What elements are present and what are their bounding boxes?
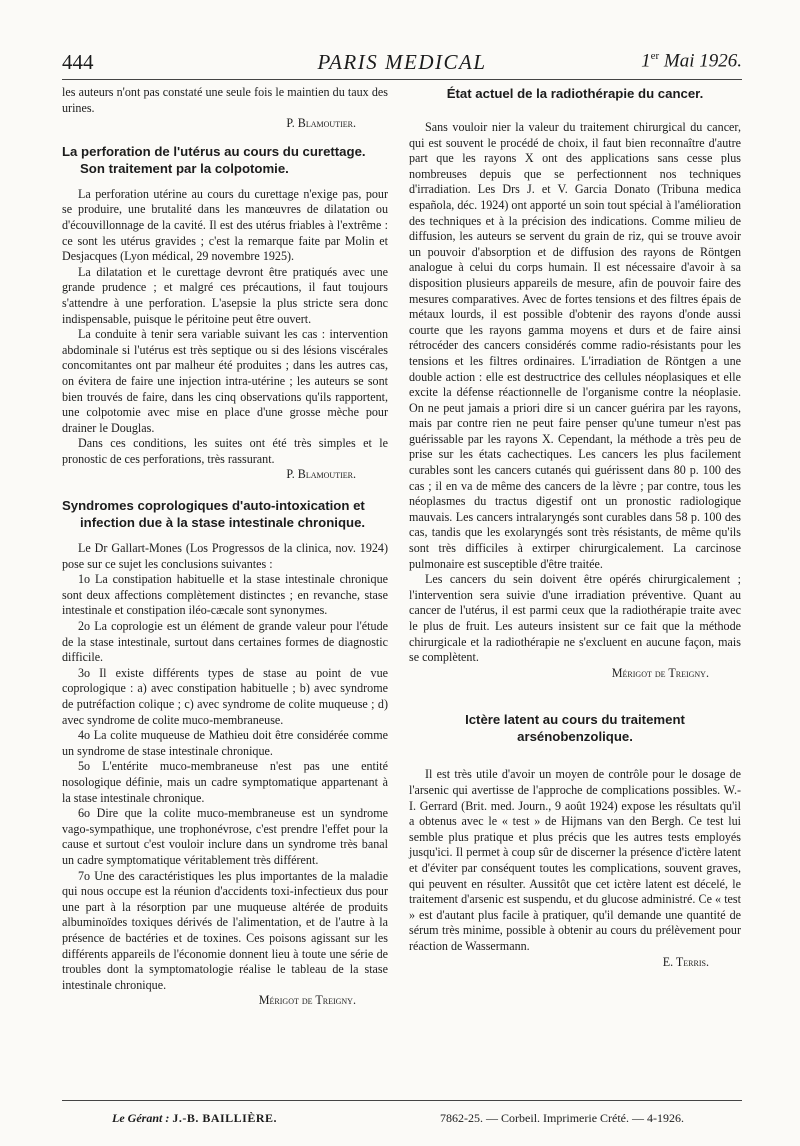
section-title-syndromes: Syndromes coprologiques d'auto-intoxication et infection due à la stase intestinale chronique. xyxy=(62,498,366,531)
section-title-radiotherapie: État actuel de la radiothérapie du cancer. xyxy=(446,86,704,101)
header-rule xyxy=(62,79,742,80)
paragraph: 6o Dire que la colite muco-membraneuse est un syndrome vago-sympathique, une trophonévrose, c'est prendre l'effet pour la cause et surtout c'est vouloir inclure dans un syndrome très banal un cadre symptomatique véritablement très différent. xyxy=(62,806,388,867)
paragraph: Sans vouloir nier la valeur du traitement chirurgical du cancer, qui est souvent le procédé de choix, il faut bien reconnaître d'autre part que les rayons X ont des applications sans cesse plus nombreuses depuis que se perfectionnent nos techniques d'irradiation. Les Drs J. et V. Garcia Donato (Tribuna medica española, déc. 1924) ont apporté un soin tout spécial à l'amélioration des techniques et à la précision des indications. Comme milieu de diffusion, les auteurs se servent du grain de riz, qui se trouve avoir un pouvoir d'absorption et de diffusion des rayons de Röntgen analogue à celui du corps humain. Il est nécessaire d'avoir à sa disposition plusieurs appareils de mesure, afin de pouvoir faire des mesures comparatives. Avec de fortes tensions et des filtres épais de métaux lourds, il est possible d'obtenir des rayons d'onde aussi courte que les rayons gamma moyens et durs et de faire ainsi rétrocéder des cancers considérés comme radio-résistants pour les tensions et les filtres ordinaires. L'irradiation de Röntgen a une double action : elle est destructrice des cellules néoplasiques et elle excite la défense réactionnelle de l'organisme contre la néoplasie. On ne peut jamais a priori dire si un cancer guérira par les rayons, mais par contre rien ne peut faire penser qu'une tumeur n'est pas guérissable par les rayons X. Cependant, la méthode a très peu de prise sur les états cachectiques. Les cancers les plus facilement curables sont les cancers cutanés qui guérissent dans 80 p. 100 des cas ; il en va de même des cancers de la lèvre ; par contre, tous les néoplasmes du tractus digestif ont un pronostic radiologique mauvais. Les cancers intralaryngés sont curables dans 58 p. 100 des cas, tandis que les exolaryngés sont très résistants, de même qu'ils sont très difficiles à extirper chirurgicalement. La carcinose pulmonaire est susceptible d'être traitée. xyxy=(409,120,741,571)
section-signature: E. Terris. xyxy=(662,954,709,969)
section-signature: P. Blamoutier. xyxy=(286,467,356,482)
intro-signature: P. Blamoutier. xyxy=(286,116,356,131)
issue-date-day: 1 xyxy=(641,50,651,72)
paragraph: La perforation utérine au cours du curettage n'exige pas, pour se produire, une brutalité dans les manœuvres de dilatation ou d'écouvillonnage de la cavité. Il est des utérus friables à l'extrême : ce sont les utérus gravides ; c'est la remarque faite par Molin et Desjacques (Lyon médical, 29 novembre 1925). xyxy=(62,186,388,264)
paragraph: Dans ces conditions, les suites ont été très simples et le pronostic de ces perforations, très rassurant. xyxy=(62,436,388,466)
section-signature: Mérigot de Treigny. xyxy=(258,993,356,1008)
paragraph: Le Dr Gallart-Mones (Los Progressos de la clinica, nov. 1924) pose sur ce sujet les conclusions suivantes : xyxy=(62,541,388,571)
footer-rule xyxy=(62,1100,742,1101)
running-header xyxy=(62,50,742,80)
gerant-label: Le Gérant : xyxy=(112,1111,170,1125)
paragraph: 2o La coprologie est un élément de grande valeur pour l'étude de la stase intestinale, surtout dans certaines formes de diagnostic difficile. xyxy=(62,619,388,665)
paragraph: 4o La colite muqueuse de Mathieu doit être considérée comme un syndrome de stase intestinale chronique. xyxy=(62,728,388,758)
printer-imprint: 7862-25. — Corbeil. Imprimerie Crété. — 4-1926. xyxy=(440,1111,684,1125)
paragraph: La dilatation et le curettage devront être pratiqués avec une grande prudence ; et malgré ces précautions, il faut toujours s'attendre à une perforation. L'asepsie la plus stricte sera donc indispensable, puisque le péritoine peut être ouvert. xyxy=(62,264,388,326)
section-title-perforation: La perforation de l'utérus au cours du curettage. Son traitement par la colpotomie. xyxy=(62,143,366,176)
issue-date-rest: Mai 1926. xyxy=(659,50,742,72)
section-signature: Mérigot de Treigny. xyxy=(611,665,709,680)
issue-date-sup: er xyxy=(650,50,660,62)
issue-date xyxy=(641,50,742,72)
gerant-name: J.-B. BAILLIÈRE. xyxy=(172,1111,278,1125)
page-footer xyxy=(62,1111,742,1131)
left-column xyxy=(62,85,388,1009)
journal-title: PARIS MEDICAL xyxy=(317,50,487,74)
right-column xyxy=(409,85,741,970)
paragraph: 1o La constipation habituelle et la stase intestinale chronique sont deux affections complètement distinctes ; en revanche, stase intestinale et constipation iléo-cæcale sont synonymes. xyxy=(62,572,388,618)
paragraph: Il est très utile d'avoir un moyen de contrôle pour le dosage de l'arsenic qui avertisse de l'approche de complications possibles. W.-I. Gerrard (Brit. med. Journ., 9 août 1924) expose les résultats qu'il a obtenus avec le « test » de Hijmans van den Bergh. Ce test lui semble plus pratique et plus précis que les autres tests employés jusqu'ici. Il permet à coup sûr de discerner la présence d'ictère latent et d'éviter par conséquent toutes les complications, souvent graves, qui peuvent en résulter. Aussitôt que cet ictère latent est décelé, le traitement d'arsenic est suspendu, et du glucose administré. Ce « test » est d'autant plus facile à pratiquer, qu'il demande une quantité de sérum très minime, possible à obtenir au cours du prélèvement pour réaction de Wassermann. xyxy=(409,767,741,953)
paragraph: 5o L'entérite muco-membraneuse n'est pas une entité nosologique définie, mais un cadre symptomatique appartenant à la stase intestinale chronique. xyxy=(62,759,388,805)
paragraph: Les cancers du sein doivent être opérés chirurgicalement ; l'intervention sera suivie d'une irradiation préventive. Quant au cancer de l'utérus, il est parmi ceux que la radiothérapie traite avec le plus de fruit. Les auteurs insistent sur ce fait que la méthode chirurgicale et la radiothérapie ne s'excluent en aucune façon, mais se complètent. xyxy=(409,572,741,665)
paragraph: La conduite à tenir sera variable suivant les cas : intervention abdominale si l'utérus est très septique ou si des lésions viscérales concomitantes ont par malheur été produites ; dans les autres cas, on évitera de faire une injection intra-utérine ; les auteurs se sont bien trouvés de faire, dans les cinq observations qu'ils rapportent, une colpotomie avec mise en place d'une grosse mèche pour drainer le Douglas. xyxy=(62,327,388,435)
gerant-line xyxy=(112,1111,277,1126)
paragraph: 3o Il existe différents types de stase au point de vue coprologique : a) avec constipation habituelle ; b) avec syndrome de putréfaction colique ; c) avec syndrome de colite muqueuse ; d) avec syndrome de colite muco-membraneuse. xyxy=(62,665,388,727)
page-number: 444 xyxy=(62,50,94,74)
section-title-ictere: Ictère latent au cours du traitement arsénobenzolique. xyxy=(465,712,685,745)
paragraph: 7o Une des caractéristiques les plus importantes de la maladie qui nous occupe est la réunion d'accidents toxi-infectieux dus pour une part à la résorption par une muqueuse altérée de produits albuminoïdes toxiques dérivés de l'alimentation, et de l'autre à la présence de bactéries et de toxines. Ces poisons agissant sur les différents appareils de l'économie donnent lieu à toute une série de troubles dont la symptomatologie réalise le tableau de la stase intestinale chronique. xyxy=(62,868,388,992)
intro-paragraph: les auteurs n'ont pas constaté une seule fois le maintien du taux des urines. xyxy=(62,85,388,115)
